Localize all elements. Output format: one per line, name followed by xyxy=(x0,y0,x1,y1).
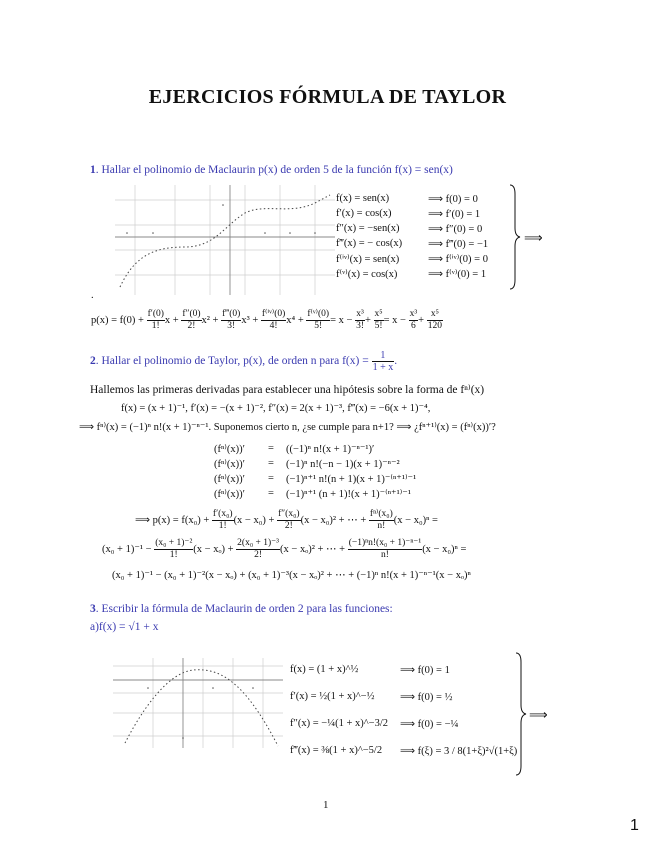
taylor-final: (x₀ + 1)⁻¹ − (x₀ + 1)⁻²(x − xₒ) + (x₀ + 1)⁻³(x − xₒ)² + ⋯ + (−1)ⁿ n!(x + 1)⁻ⁿ⁻¹(x − xₒ)ⁿ xyxy=(112,570,471,581)
implies-arrow-2: ⟹ xyxy=(529,707,548,722)
page-title: EJERCICIOS FÓRMULA DE TAYLOR xyxy=(148,86,507,108)
exercise-2-intro: Hallemos las primeras derivadas para establecer una hipótesis sobre la forma de fⁿ⁾(x) xyxy=(90,384,485,396)
exercise-1-statement xyxy=(90,164,453,176)
sqrt-graph xyxy=(113,658,283,748)
viewer-page-number: 1 xyxy=(630,817,639,834)
page-number: 1 xyxy=(323,799,329,811)
taylor-substituted: (x₀ + 1)⁻¹ − $\frac{\text{(x₀ + 1)⁻²}}{1!}$ (x − xₒ) + $\frac{\text{2(x₀ + 1)⁻³}}{2!}$ (x − xₒ)² + ⋯ + $\frac{\text{(−1)ⁿn!(x₀ + 1)⁻ⁿ⁻¹}}{n!}$ (x − x₀)ⁿ = xyxy=(102,538,467,560)
induction-row: (fⁿ⁾(x))′ = (−1)ⁿ⁺¹ (n + 1)!(x + 1)⁻⁽ⁿ⁺¹⁾⁻¹ xyxy=(214,488,412,500)
exercise-1-derivatives: f(x) = sen(x) ⟹ f(0) = 0 f′(x) = cos(x) ⟹ f′(0) = 1 f″(x) = −sen(x) ⟹ f″(0) = 0 f‴(x) = − cos(x) ⟹ f‴(0) = −1 f⁽ⁱᵛ⁾(x) = sen(x) ⟹ f⁽ⁱᵛ⁾(0) = 0 f⁽ᵛ⁾(x) = cos(x) ⟹ f⁽ᵛ⁾(0) = 1 xyxy=(336,193,489,280)
exercise-3-derivatives: f(x) = (1 + x)^½ ⟹ f(0) = 1 f′(x) = ½(1 + x)^−½ ⟹ f(0) = ½ f″(x) = −¼(1 + x)^−3/2 ⟹ f(0) = −¼ f‴(x) = ⅜(1 + x)^−5/2 ⟹ f(ξ) = 3 / 8(1+ξ)²√(1+ξ) xyxy=(290,664,518,757)
exercise-2-hypothesis-line: ⟹ fⁿ⁾(x) = (−1)ⁿ n!(x + 1)⁻ⁿ⁻¹. Suponemos cierto n, ¿se cumple para n+1? ⟹ ¿fⁿ⁺¹⁾(x) = (fⁿ⁾(x))′? xyxy=(79,422,496,433)
taylor-general: ⟹ p(x) = f(x₀) + $\frac{\text{f′(x₀)}}{1!}$ (x − x₀) + $\frac{\text{f″(x₀)}}{2!}$ (x − x₀)² + ⋯ + $\frac{\text{fⁿ⁾(x₀)}}{n!}$ (x − x₀)ⁿ = xyxy=(135,509,438,531)
stray-dot: . xyxy=(91,290,94,301)
exercise-3-statement: 3. Escribir la fórmula de Maclaurin de orden 2 para las funciones: xyxy=(90,603,393,615)
sqrt-curve xyxy=(125,670,278,746)
exercise-3-sub-a: a)f(x) = √1 + x xyxy=(90,621,159,633)
exercise-2-statement: 2. Hallar el polinomio de Taylor, p(x), de orden n para f(x) = $\frac{1}{1 + x}$ . xyxy=(90,350,398,373)
exercise-2-derivatives-line: f(x) = (x + 1)⁻¹, f′(x) = −(x + 1)⁻², f″(x) = 2(x + 1)⁻³, f‴(x) = −6(x + 1)⁻⁴, xyxy=(121,403,431,414)
exercise-1-statement-text: 1. Hallar el polinomio de Maclaurin p(x) de orden 5 de la función f(x) = sen(x) xyxy=(90,164,453,176)
induction-row: (fⁿ⁾(x))′ = (−1)ⁿ⁺¹ n!(n + 1)(x + 1)⁻⁽ⁿ⁺¹⁾⁻¹ xyxy=(214,473,417,485)
right-brace xyxy=(508,184,522,290)
maclaurin-polynomial: p(x) = f(0) + $\frac{f'(0)}{1!}$ x + $\frac{f''(0)}{2!}$ x² + $\frac{f‴(0)}{3!}$ x³ + $\frac{\text{f⁽ⁱᵛ⁾(0)}}{4!}$ x⁴ + $\frac{\text{f⁽ᵛ⁾(0)}}{5!}$ = x − $\frac{\text{x³}}{3!}$ + $\frac{\text{x⁵}}{5!}$ = x − $\frac{\text{x³}}{6}$ + $\frac{\text{x⁵}}{120}$ xyxy=(91,309,442,331)
induction-steps xyxy=(214,443,474,503)
induction-row: (fⁿ⁾(x))′ = ((−1)ⁿ n!(x + 1)⁻ⁿ⁻¹)′ xyxy=(214,443,375,455)
induction-row: (fⁿ⁾(x))′ = (−1)ⁿ n!(−n − 1)(x + 1)⁻ⁿ⁻² xyxy=(214,458,400,470)
sine-graph xyxy=(115,185,335,295)
sine-curve xyxy=(120,195,330,287)
implies-arrow: ⟹ xyxy=(524,230,543,245)
right-brace-2 xyxy=(514,652,528,776)
